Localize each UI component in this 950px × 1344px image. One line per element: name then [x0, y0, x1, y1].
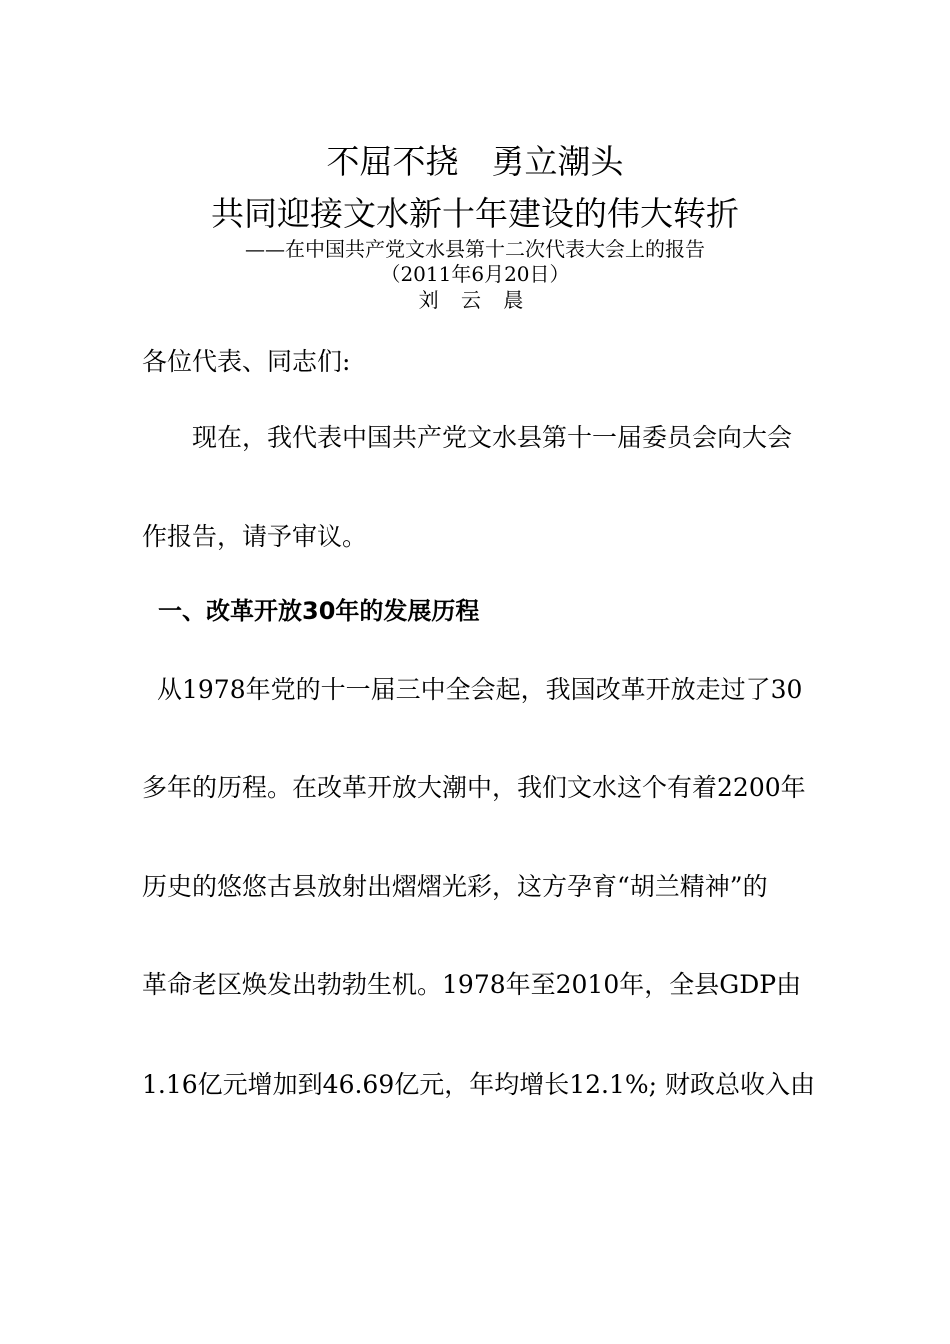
intro-line-1: 现在，我代表中国共产党文水县第十一届委员会向大会 — [192, 423, 793, 452]
salutation: 各位代表、同志们: — [142, 347, 351, 376]
report-subtitle: ——在中国共产党文水县第十二次代表大会上的报告 — [245, 237, 705, 261]
body-line-1: 从1978年党的十一届三中全会起，我国改革开放走过了30 — [157, 675, 803, 704]
section-heading: 一、改革开放30年的发展历程 — [158, 597, 480, 625]
body-line-2: 多年的历程。在改革开放大潮中，我们文水这个有着2200年 — [142, 773, 806, 802]
intro-line-2: 作报告，请予审议。 — [142, 522, 368, 551]
body-line-5: 1.16亿元增加到46.69亿元，年均增长12.1%; 财政总收入由 — [142, 1070, 816, 1099]
title-line-2: 共同迎接文水新十年建设的伟大转折 — [211, 194, 739, 233]
report-date: （2011年6月20日） — [380, 262, 570, 286]
author-name: 刘 云 晨 — [418, 288, 532, 312]
title-line-1: 不屈不挠 勇立潮头 — [326, 142, 624, 181]
body-line-4: 革命老区焕发出勃勃生机。1978年至2010年，全县GDP由 — [142, 970, 802, 999]
body-line-3: 历史的悠悠古县放射出熠熠光彩，这方孕育“胡兰精神”的 — [142, 872, 768, 901]
